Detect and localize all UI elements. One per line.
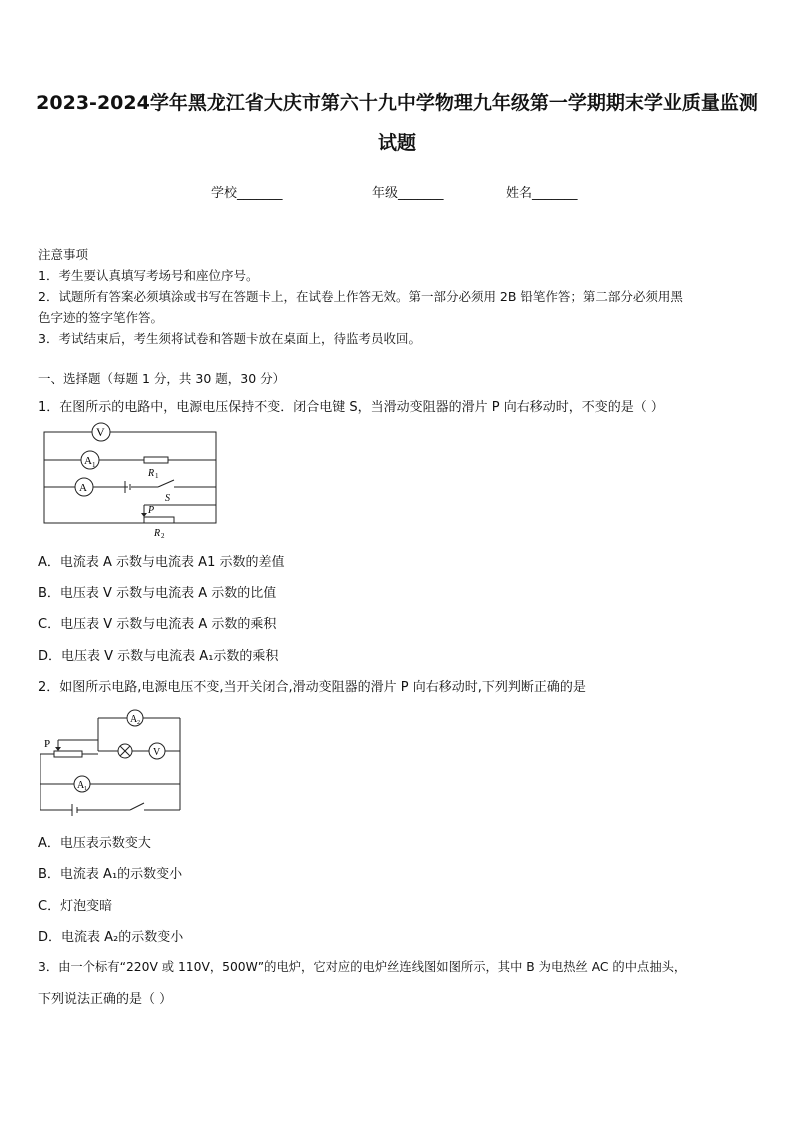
question-2-stem: 2．如图所示电路,电源电压不变,当开关闭合,滑动变阻器的滑片 P 向右移动时,下列判断正确的是: [38, 680, 586, 695]
question-3-stem-continued: 下列说法正确的是（ ）: [38, 992, 173, 1007]
question-1-circuit-figure: [40, 420, 220, 545]
notice-heading: 注意事项: [38, 247, 89, 262]
notice-item: 色字迹的签字笔作答。: [38, 310, 164, 325]
page-title-continued: 试题: [377, 132, 416, 154]
page-title: 2023-2024学年黑龙江省大庆市第六十九中学物理九年级第一学期期末学业质量监测: [36, 92, 758, 114]
resistor-r2-label: R: [154, 528, 161, 539]
notice-item: 2．试题所有答案必须填涂或书写在答题卡上，在试卷上作答无效。第一部分必须用 2B 铅笔作答；第二部分必须用黑: [38, 289, 683, 304]
ammeter-a-label: A: [79, 482, 87, 494]
ammeter-a2-subscript: 2: [137, 720, 140, 726]
question-2-option-a: A．电压表示数变大: [38, 836, 151, 851]
voltmeter-label: V: [153, 747, 161, 758]
ammeter-a1-subscript: 1: [92, 461, 96, 469]
notice-item: 3．考试结束后，考生须将试卷和答题卡放在桌面上，待监考员收回。: [38, 331, 421, 346]
ammeter-a1-label: A: [84, 455, 92, 467]
grade-field: 年级_______: [372, 186, 444, 201]
question-1-option-b: B．电压表 V 示数与电流表 A 示数的比值: [38, 586, 277, 601]
name-field: 姓名_______: [506, 186, 578, 201]
switch-s-label: S: [165, 493, 170, 504]
question-1-option-d: D．电压表 V 示数与电流表 A₁示数的乘积: [38, 649, 279, 664]
resistor-r2-subscript: 2: [161, 532, 165, 540]
question-1-stem: 1．在图所示的电路中，电源电压保持不变．闭合电键 S，当滑动变阻器的滑片 P 向右移动时，不变的是（ ）: [38, 400, 664, 415]
question-2-option-c: C．灯泡变暗: [38, 899, 113, 914]
resistor-r1-subscript: 1: [155, 472, 159, 480]
question-1-option-a: A．电流表 A 示数与电流表 A1 示数的差值: [38, 555, 285, 570]
question-1-option-c: C．电压表 V 示数与电流表 A 示数的乘积: [38, 617, 277, 632]
ammeter-a1-subscript: 1: [84, 786, 87, 792]
ammeter-a2-label: A: [130, 714, 138, 725]
question-2-option-b: B．电流表 A₁的示数变小: [38, 867, 183, 882]
school-field: 学校_______: [211, 186, 283, 201]
question-2-option-d: D．电流表 A₂的示数变小: [38, 930, 184, 945]
resistor-r1-label: R: [148, 468, 155, 479]
voltmeter-label: V: [96, 425, 105, 439]
slider-p-label: P: [148, 505, 155, 516]
ammeter-a1-label: A: [77, 780, 85, 791]
slider-p-label: P: [44, 738, 51, 750]
question-2-circuit-figure: [40, 706, 190, 816]
section-heading: 一、选择题（每题 1 分，共 30 题，30 分）: [38, 371, 286, 386]
notice-item: 1．考生要认真填写考场号和座位序号。: [38, 268, 259, 283]
question-3-stem: 3．由一个标有“220V 或 110V，500W”的电炉，它对应的电炉丝连线图如图所示，其中 B 为电热丝 AC 的中点抽头，: [38, 960, 687, 974]
